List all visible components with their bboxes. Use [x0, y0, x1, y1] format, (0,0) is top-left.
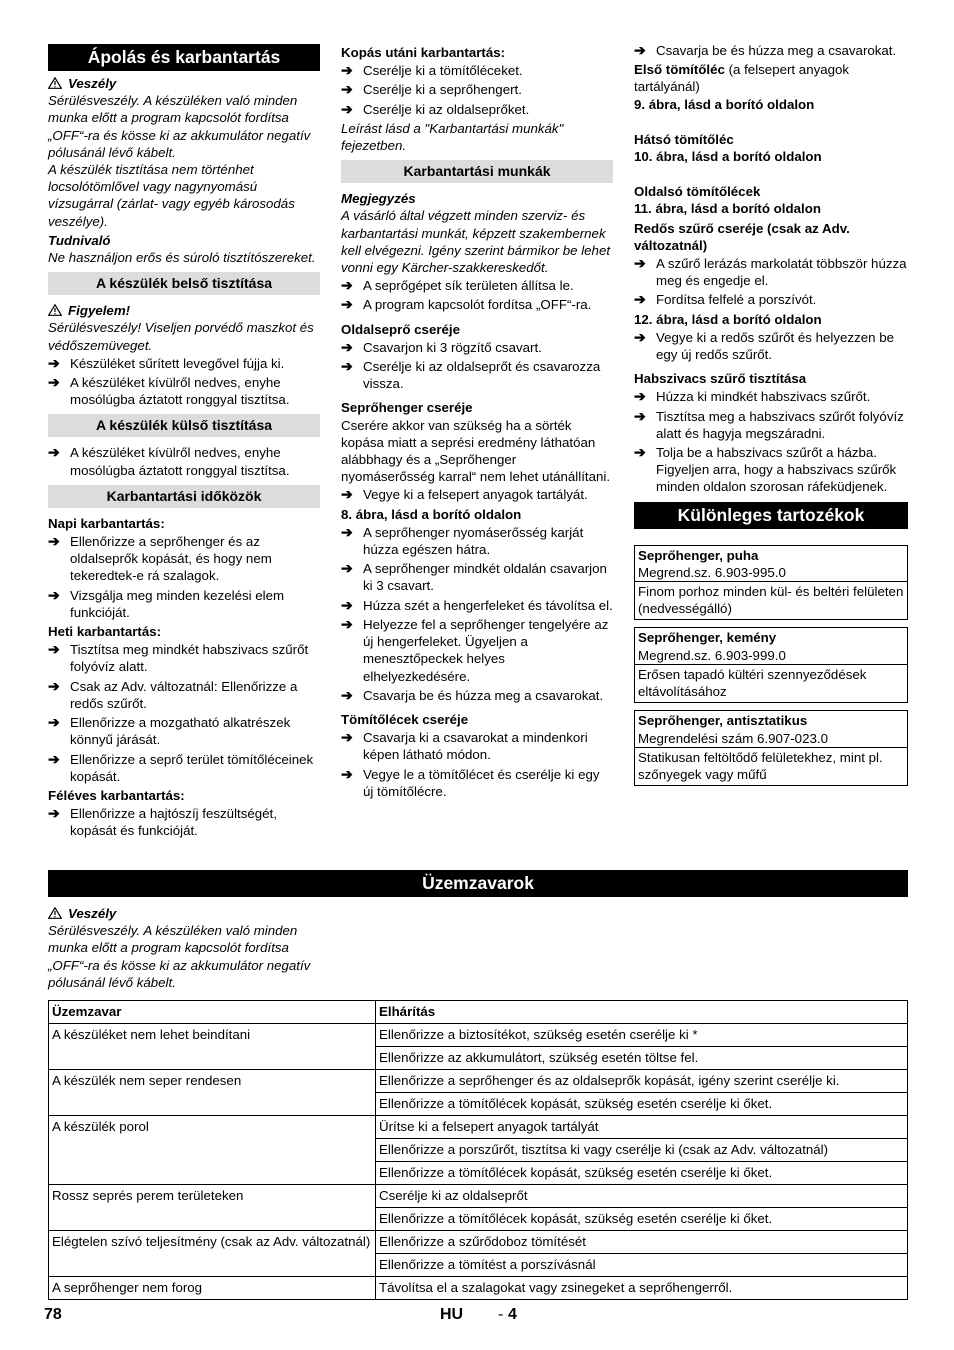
table-row	[49, 1116, 908, 1139]
list-item: ➔ Csavarja ki a csavarokat a mindenkori képen látható módon.	[341, 729, 588, 763]
attention-heading: Figyelem!	[48, 302, 320, 319]
arrow-icon: ➔	[48, 714, 60, 731]
list-item: ➔ Fordítsa felfelé a porszívót.	[634, 291, 817, 308]
arrow-icon: ➔	[634, 444, 646, 461]
fix-cell: Ellenőrizze a szűrődoboz tömítését	[376, 1231, 908, 1254]
front-seal-line: Első tömítőléc (a felsepert anyagok tartályánál)	[634, 62, 850, 95]
arrow-icon: ➔	[341, 338, 353, 355]
list-item: ➔ A készüléket kívülről nedves, enyhe mosólúgba áztatott ronggyal tisztítsa.	[48, 374, 290, 408]
figure-reference: 9. ábra, lásd a borító oldalon	[634, 96, 815, 112]
foam-filter-heading: Habszivacs szűrő tisztítása	[634, 371, 807, 387]
arrow-icon: ➔	[341, 615, 353, 632]
arrow-icon: ➔	[634, 42, 646, 58]
fix-cell: Ellenőrizze a tömítést a porszívásnál	[376, 1254, 908, 1277]
list-item: ➔ Cserélje ki az oldalseprőt és csavarozza vissza.	[341, 358, 601, 392]
list-item: ➔ Húzza szét a hengerfeleket és távolítsa el.	[341, 596, 613, 613]
after-wear-note: Leírást lásd a "Karbantartási munkák" fejezetben.	[341, 120, 564, 154]
list-item: ➔ Húzza ki mindkét habszivacs szűrőt.	[634, 388, 871, 405]
fault-cell: A készüléket nem lehet beindítani	[49, 1024, 376, 1070]
fault-cell: Rossz seprés perem területeken	[49, 1185, 376, 1231]
accessory-box	[634, 627, 908, 703]
fix-cell: Ellenőrizze a tömítőlécek kopását, szükség esetén cserélje ki őket.	[376, 1208, 908, 1231]
pleat-filter-heading: Redős szűrő cseréje (csak az Adv. változatnál)	[634, 220, 850, 253]
remark-heading: Megjegyzés	[341, 191, 416, 207]
arrow-icon: ➔	[341, 523, 353, 540]
list-item: ➔ Vegye ki a felsepert anyagok tartályát.	[341, 486, 588, 503]
fix-cell: Ellenőrizze a porszűrőt, tisztítsa ki vagy cserélje ki (csak az Adv. változatnál)	[376, 1139, 908, 1162]
list-item: ➔ Cserélje ki az oldalseprőket.	[341, 100, 530, 117]
subsection-inner-cleaning: A készülék belső tisztítása	[48, 272, 320, 295]
after-wear-heading: Kopás utáni karbantartás:	[341, 45, 506, 60]
fix-cell: Ellenőrizze a seprőhenger és az oldalseprők kopását, igény szerint cserélje ki.	[376, 1070, 908, 1093]
page-number: 78	[44, 1306, 62, 1323]
list-item: ➔ Ellenőrizze a seprő terület tömítőléceinek kopását.	[48, 750, 314, 784]
list-item: ➔ Vegye ki a redős szűrőt és helyezzen be egy új redős szűrőt.	[634, 328, 895, 363]
arrow-icon: ➔	[341, 560, 353, 577]
list-item: ➔ A program kapcsolót fordítsa „OFF“-ra.	[341, 296, 592, 313]
warning-text: Sérülésveszély. A készüléken való minden munka előtt a program kapcsolót fordítsa „OFF“-ra és kösse ki az akkumulátor negatív pólusánál lévő kábelt.	[48, 923, 311, 990]
table-row	[49, 1231, 908, 1254]
arrow-icon: ➔	[341, 686, 353, 703]
warning-icon	[48, 907, 62, 919]
fix-cell: Ellenőrizze a biztosítékot, szükség esetén cserélje ki *	[376, 1024, 908, 1047]
accessory-description: Finom porhoz minden kül- és beltéri felületen (nedvességálló)	[635, 581, 907, 619]
column-1	[48, 44, 320, 842]
arrow-icon: ➔	[634, 407, 646, 424]
list-item: ➔ Ellenőrizze a mozgatható alkatrészek könnyű járását.	[48, 714, 291, 748]
section-title-faults: Üzemzavarok	[48, 870, 908, 897]
arrow-icon: ➔	[48, 444, 60, 461]
list-item: ➔ Tisztítsa meg mindkét habszivacs szűrőt folyóvíz alatt.	[48, 641, 309, 675]
arrow-icon: ➔	[341, 765, 353, 782]
fault-cell: A készülék porol	[49, 1116, 376, 1185]
warning-heading: Veszély	[48, 905, 328, 922]
warning-text: Sérülésveszély. A készüléken való minden munka előtt a program kapcsolót fordítsa „OFF“-ra és kösse ki az akkumulátor negatív pólusánál lévő kábelt.	[48, 93, 311, 160]
subsection-outer-cleaning: A készülék külső tisztítása	[48, 414, 320, 437]
arrow-icon: ➔	[48, 533, 60, 550]
arrow-icon: ➔	[341, 486, 353, 503]
list-item: ➔ Cserélje ki a seprőhengert.	[341, 81, 522, 98]
list-item: ➔ Helyezze fel a seprőhenger tengelyére az új hengerfeleket. Ügyeljen a menesztőpeckek helyes elhelyezkedésére.	[341, 615, 609, 684]
table-row	[49, 1070, 908, 1093]
arrow-icon: ➔	[341, 729, 353, 746]
accessory-description: Statikusan feltöltődő felületekhez, mint pl. szőnyegek vagy műfű	[635, 747, 907, 785]
arrow-icon: ➔	[48, 805, 60, 822]
arrow-icon: ➔	[341, 358, 353, 375]
list-item: ➔ Vegye le a tömítőlécet és cserélje ki egy új tömítőlécre.	[341, 765, 600, 799]
arrow-icon: ➔	[48, 374, 60, 391]
list-item: ➔ Tisztítsa meg a habszivacs szűrőt folyóvíz alatt és hagyja megszáradni.	[634, 407, 904, 441]
warning-text-2: A készülék tisztítása nem történhet locsolótömlővel vagy nagynyomású vízsugárral (zárlat- vagy egyéb károsodás veszélye).	[48, 162, 295, 229]
arrow-icon: ➔	[48, 586, 60, 603]
language-code: HU	[440, 1306, 464, 1323]
arrow-icon: ➔	[341, 62, 353, 79]
list-item: ➔ Vizsgálja meg minden kezelési elem funkcióját.	[48, 586, 285, 620]
figure-reference: 8. ábra, lásd a borító oldalon	[341, 506, 522, 522]
fault-table	[48, 1000, 908, 1300]
list-item: ➔ Ellenőrizze a hajtószíj feszültségét, kopását és funkcióját.	[48, 805, 277, 839]
warning-icon	[48, 304, 62, 316]
arrow-icon: ➔	[341, 596, 353, 613]
list-item: ➔ A seprőhenger nyomáserősség karját húzza egészen hátra.	[341, 523, 584, 558]
list-item: ➔ A seprőhenger mindkét oldalán csavarjon ki 3 csavart.	[341, 560, 607, 594]
fix-cell: Ellenőrizze az akkumulátort, szükség esetén töltse fel.	[376, 1047, 908, 1070]
warning-heading: Veszély	[48, 75, 320, 92]
column-3	[634, 44, 908, 786]
list-item: ➔ Tolja be a habszivacs szűrőt a házba. Figyeljen arra, hogy a habszivacs szűrők minden oldalon szorosan ráfeküdjenek.	[634, 444, 897, 495]
seal-heading: Tömítőlécek cseréje	[341, 711, 469, 727]
warning-icon	[48, 77, 62, 89]
list-item: ➔ Csak az Adv. változatnál: Ellenőrizze a redős szűrőt.	[48, 677, 298, 711]
side-brush-heading: Oldalseprő cseréje	[341, 321, 460, 337]
list-item: ➔ Készüléket sűrített levegővel fújja ki.	[48, 354, 285, 371]
arrow-icon: ➔	[634, 291, 646, 308]
section-title-care: Ápolás és karbantartás	[48, 44, 320, 71]
arrow-icon: ➔	[341, 296, 353, 313]
section-title-accessories: Különleges tartozékok	[634, 502, 908, 529]
accessory-header: Seprőhenger, antisztatikus Megrendelési szám 6.907-023.0	[638, 713, 828, 746]
roller-text: Cserére akkor van szükség ha a sörték kopása miatt a seprési eredmény láthatóan alábbhagy és a „Seprőhenger nyomáserősség karral“ nem lehet utánállítani.	[341, 417, 611, 485]
weekly-heading: Heti karbantartás:	[48, 624, 162, 640]
figure-reference: 10. ábra, lásd a borító oldalon	[634, 149, 822, 165]
list-item: ➔ A készüléket kívülről nedves, enyhe mosólúgba áztatott ronggyal tisztítsa.	[48, 444, 290, 478]
note-text: Ne használjon erős és súroló tisztítószereket.	[48, 250, 316, 266]
fault-cell: A seprőhenger nem forog	[49, 1277, 376, 1300]
column-2	[341, 44, 613, 802]
list-item: ➔ A szűrő lerázás markolatát többször húzza meg és engedje el.	[634, 255, 907, 289]
arrow-icon: ➔	[341, 277, 353, 294]
table-row	[49, 1277, 908, 1300]
table-row	[49, 1024, 908, 1047]
arrow-icon: ➔	[634, 388, 646, 405]
arrow-icon: ➔	[48, 354, 60, 371]
list-item: ➔ Csavarjon ki 3 rögzítő csavart.	[341, 338, 542, 355]
arrow-icon: ➔	[48, 750, 60, 767]
fix-cell: Ürítse ki a felsepert anyagok tartályát	[376, 1116, 908, 1139]
note-heading: Tudnivaló	[48, 232, 111, 248]
figure-reference: 12. ábra, lásd a borító oldalon	[634, 311, 822, 327]
roller-heading: Seprőhenger cseréje	[341, 400, 473, 416]
footer-separator: -	[498, 1306, 504, 1323]
fix-cell: Cserélje ki az oldalseprőt	[376, 1185, 908, 1208]
accessory-header: Seprőhenger, puha Megrend.sz. 6.903-995.0	[638, 547, 786, 580]
subsection-maintenance-works: Karbantartási munkák	[341, 160, 613, 183]
accessory-box	[634, 710, 908, 786]
accessory-header: Seprőhenger, kemény Megrend.sz. 6.903-999.0	[638, 630, 786, 663]
fault-cell: A készülék nem seper rendesen	[49, 1070, 376, 1116]
section-page-number: 4	[508, 1306, 517, 1323]
fault-cell: Elégtelen szívó teljesítmény (csak az Adv. változatnál)	[49, 1231, 376, 1277]
table-row	[49, 1185, 908, 1208]
arrow-icon: ➔	[341, 81, 353, 98]
attention-text: Sérülésveszély! Viseljen porvédő maszkot és védőszemüveget.	[48, 320, 314, 353]
remark-text: A vásárló által végzett minden szerviz- és karbantartási munkát, képzett szakembernek kell elvégezni. Igény szerint bármikor be lehet vonni egy Kärcher-szakkereskedőt.	[341, 208, 611, 276]
daily-heading: Napi karbantartás:	[48, 515, 165, 531]
column-header-fix: Elhárítás	[376, 1001, 908, 1024]
accessory-box	[634, 545, 908, 621]
accessory-description: Erősen tapadó kültéri szennyeződések eltávolításához	[635, 664, 907, 702]
rear-seal-heading: Hátsó tömítőléc	[634, 131, 734, 147]
fix-cell: Távolítsa el a szalagokat vagy zsinegeket a seprőhengerről.	[376, 1277, 908, 1300]
fix-cell: Ellenőrizze a tömítőlécek kopását, szükség esetén cserélje ki őket.	[376, 1162, 908, 1185]
list-item: ➔ Cserélje ki a tömítőléceket.	[341, 62, 523, 79]
arrow-icon: ➔	[634, 328, 646, 345]
arrow-icon: ➔	[341, 100, 353, 117]
arrow-icon: ➔	[634, 255, 646, 272]
table-header-row	[49, 1001, 908, 1024]
list-item: ➔ Csavarja be és húzza meg a csavarokat.	[341, 686, 604, 703]
arrow-icon: ➔	[48, 641, 60, 658]
subsection-intervals: Karbantartási időközök	[48, 485, 320, 508]
arrow-icon: ➔	[48, 677, 60, 694]
fix-cell: Ellenőrizze a tömítőlécek kopását, szükség esetén cserélje ki őket.	[376, 1093, 908, 1116]
list-item: ➔ Ellenőrizze a seprőhenger és az oldalseprők kopását, és hogy nem tekeredtek-e rá szalagok.	[48, 533, 272, 584]
list-item: ➔ Csavarja be és húzza meg a csavarokat.	[634, 42, 897, 58]
figure-reference: 11. ábra, lásd a borító oldalon	[634, 201, 821, 217]
half-year-heading: Féléves karbantartás:	[48, 787, 185, 803]
faults-warning	[48, 901, 328, 991]
column-header-fault: Üzemzavar	[49, 1001, 376, 1024]
side-seal-heading: Oldalsó tömítőlécek	[634, 184, 761, 200]
list-item: ➔ A seprőgépet sík területen állítsa le.	[341, 277, 574, 294]
